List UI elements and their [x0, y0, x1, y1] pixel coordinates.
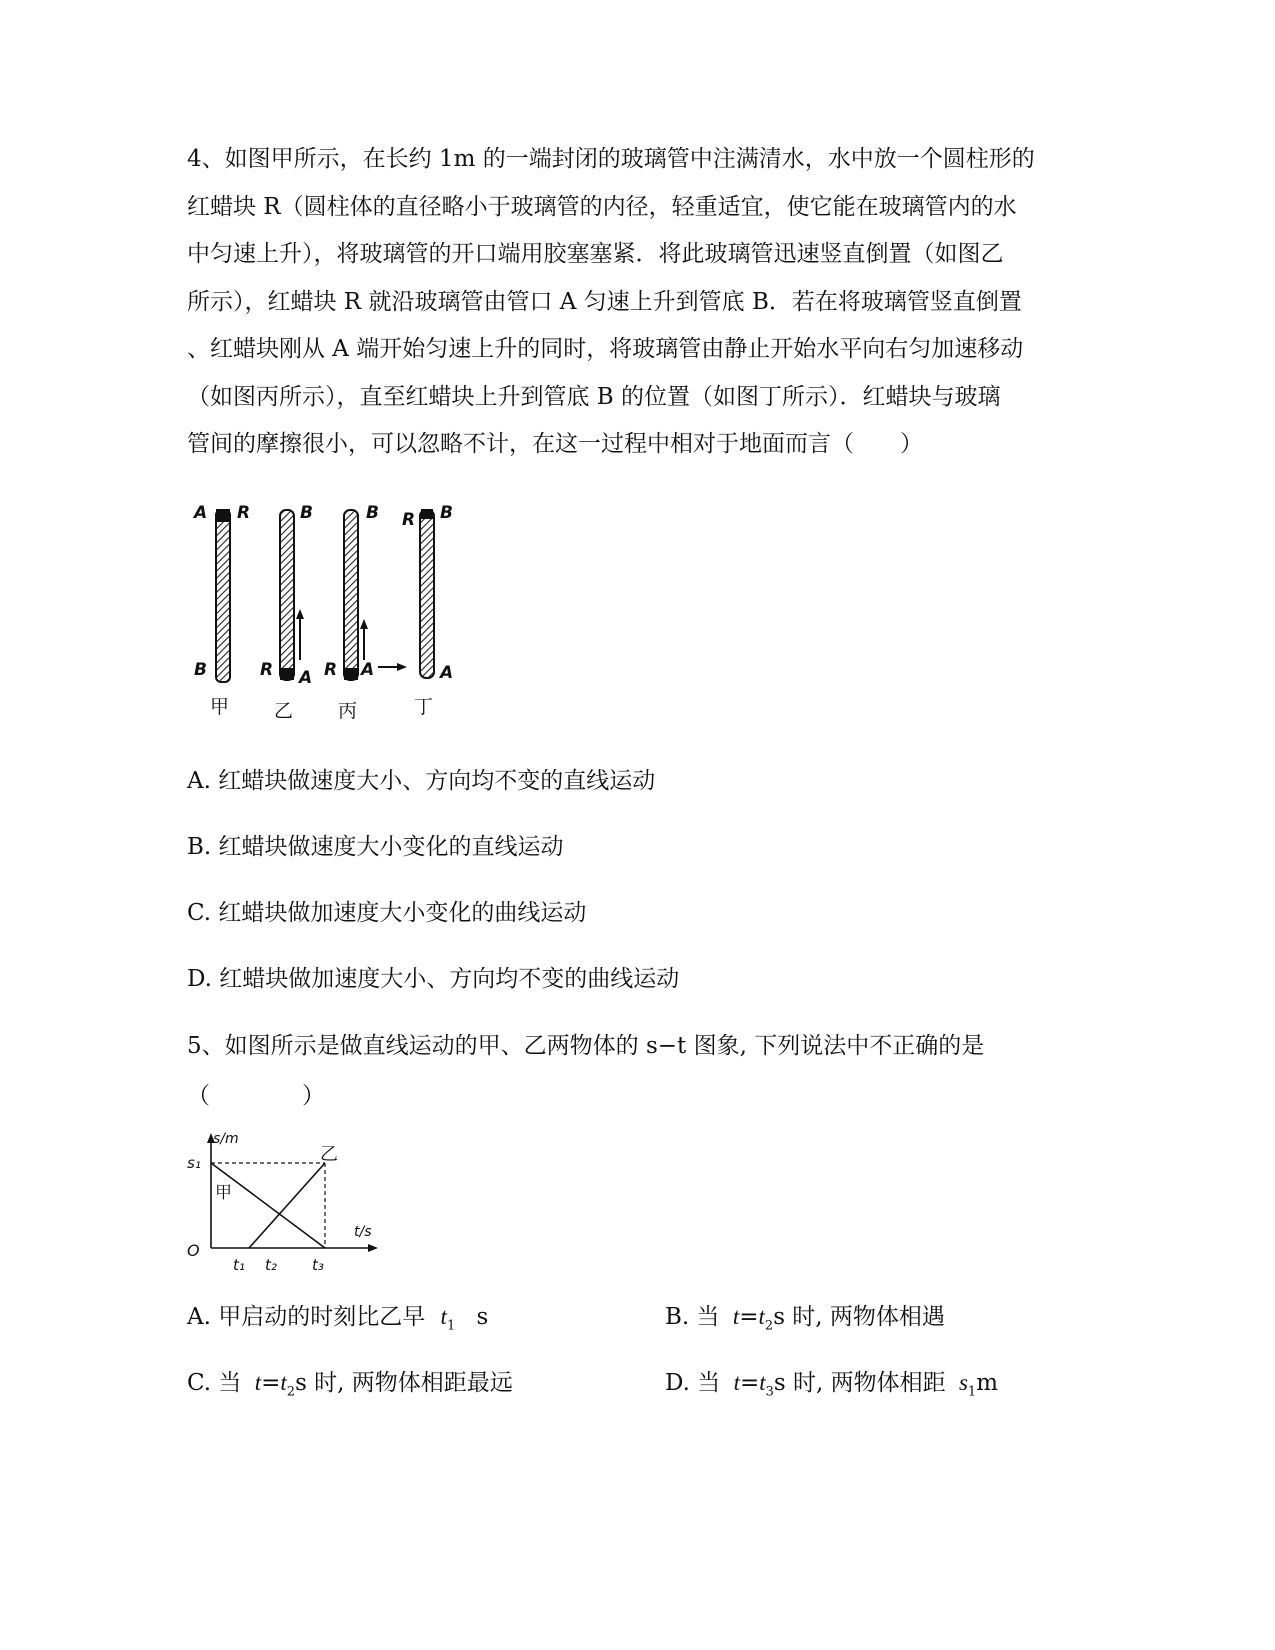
label-yi: 乙: [274, 700, 294, 722]
q5-option-a: A. 甲启动的时刻比乙早 $t_1$ s: [187, 1304, 489, 1334]
tube-ding: [420, 509, 434, 678]
q4-line: 4、如图甲所示，在长约 1m 的一端封闭的玻璃管中注满清水，水中放一个圆柱形的: [187, 146, 1035, 172]
label-b: B: [300, 505, 313, 523]
q4-line: 红蜡块 R（圆柱体的直径略小于玻璃管的内径，轻重适宜，使它能在玻璃管内的水: [187, 193, 1017, 220]
y-axis-label: s/m: [213, 1131, 239, 1147]
label-jia: 甲: [210, 696, 230, 718]
line-jia: [211, 1163, 325, 1248]
label-r: R: [237, 505, 251, 523]
tube-yi: [280, 510, 304, 680]
label-b: B: [194, 660, 207, 680]
q4-option-b: B. 红蜡块做速度大小变化的直线运动: [187, 834, 564, 860]
x-axis-label: t/s: [354, 1224, 372, 1240]
tube-bing: [344, 510, 407, 680]
label-a: A: [194, 505, 208, 523]
wax-block: [280, 668, 294, 680]
q5-option-c: C. 当 $t=t_2s$ 时, 两物体相距最远: [187, 1370, 513, 1400]
label-b: B: [366, 505, 379, 523]
wax-block: [216, 509, 230, 522]
t3-label: t₃: [312, 1256, 324, 1274]
label-a: A: [361, 660, 375, 680]
label-bing: 丙: [338, 700, 358, 722]
label-ding: 丁: [414, 696, 434, 718]
s1-label: s₁: [187, 1154, 201, 1172]
line-yi: [249, 1163, 325, 1248]
label-b: B: [440, 505, 453, 523]
wax-block: [344, 668, 358, 680]
label-r: R: [402, 510, 416, 530]
q5-st-graph: [185, 1130, 395, 1280]
t1-label: t₁: [233, 1256, 245, 1274]
label-r: R: [260, 660, 274, 680]
q4-stem: [187, 136, 1087, 469]
wax-block: [421, 509, 433, 519]
q5-option-b: B. 当 $t=t_2s$ 时, 两物体相遇: [665, 1304, 945, 1334]
q4-option-c: C. 红蜡块做加速度大小变化的曲线运动: [187, 900, 587, 926]
t2-label: t₂: [265, 1256, 277, 1274]
jia-label: 甲: [215, 1183, 232, 1203]
q4-option-a: A. 红蜡块做速度大小、方向均不变的直线运动: [187, 768, 656, 794]
q4-line: 所示），红蜡块 R 就沿玻璃管由管口 A 匀速上升到管底 B．若在将玻璃管竖直倒置: [187, 288, 1022, 315]
label-r: R: [324, 660, 338, 680]
q4-line: 中匀速上升），将玻璃管的开口端用胶塞塞紧．将此玻璃管迅速竖直倒置（如图乙: [187, 241, 1004, 267]
q4-option-d: D. 红蜡块做加速度大小、方向均不变的曲线运动: [187, 966, 680, 992]
q4-tubes-figure: [190, 505, 480, 745]
label-a: A: [440, 663, 454, 683]
q4-line: （如图丙所示），直至红蜡块上升到管底 B 的位置（如图丁所示）．红蜡块与玻璃: [187, 383, 1001, 410]
origin-label: O: [187, 1241, 200, 1260]
q5-option-d: D. 当 $t=t_3s$ 时, 两物体相距 $s_1m$: [665, 1370, 999, 1400]
yi-label: 乙: [320, 1144, 338, 1165]
tube-jia: [216, 509, 230, 682]
q5-stem-line2: （ ）: [187, 1083, 325, 1109]
q5-stem-line1: 5、如图所示是做直线运动的甲、乙两物体的 s−t 图象, 下列说法中不正确的是: [187, 1033, 985, 1059]
label-a: A: [299, 668, 313, 688]
q4-line: 管间的摩擦很小，可以忽略不计，在这一过程中相对于地面而言（ ）: [187, 431, 923, 457]
q4-line: 、红蜡块刚从 A 端开始匀速上升的同时，将玻璃管由静止开始水平向右匀加速移动: [187, 336, 1024, 362]
